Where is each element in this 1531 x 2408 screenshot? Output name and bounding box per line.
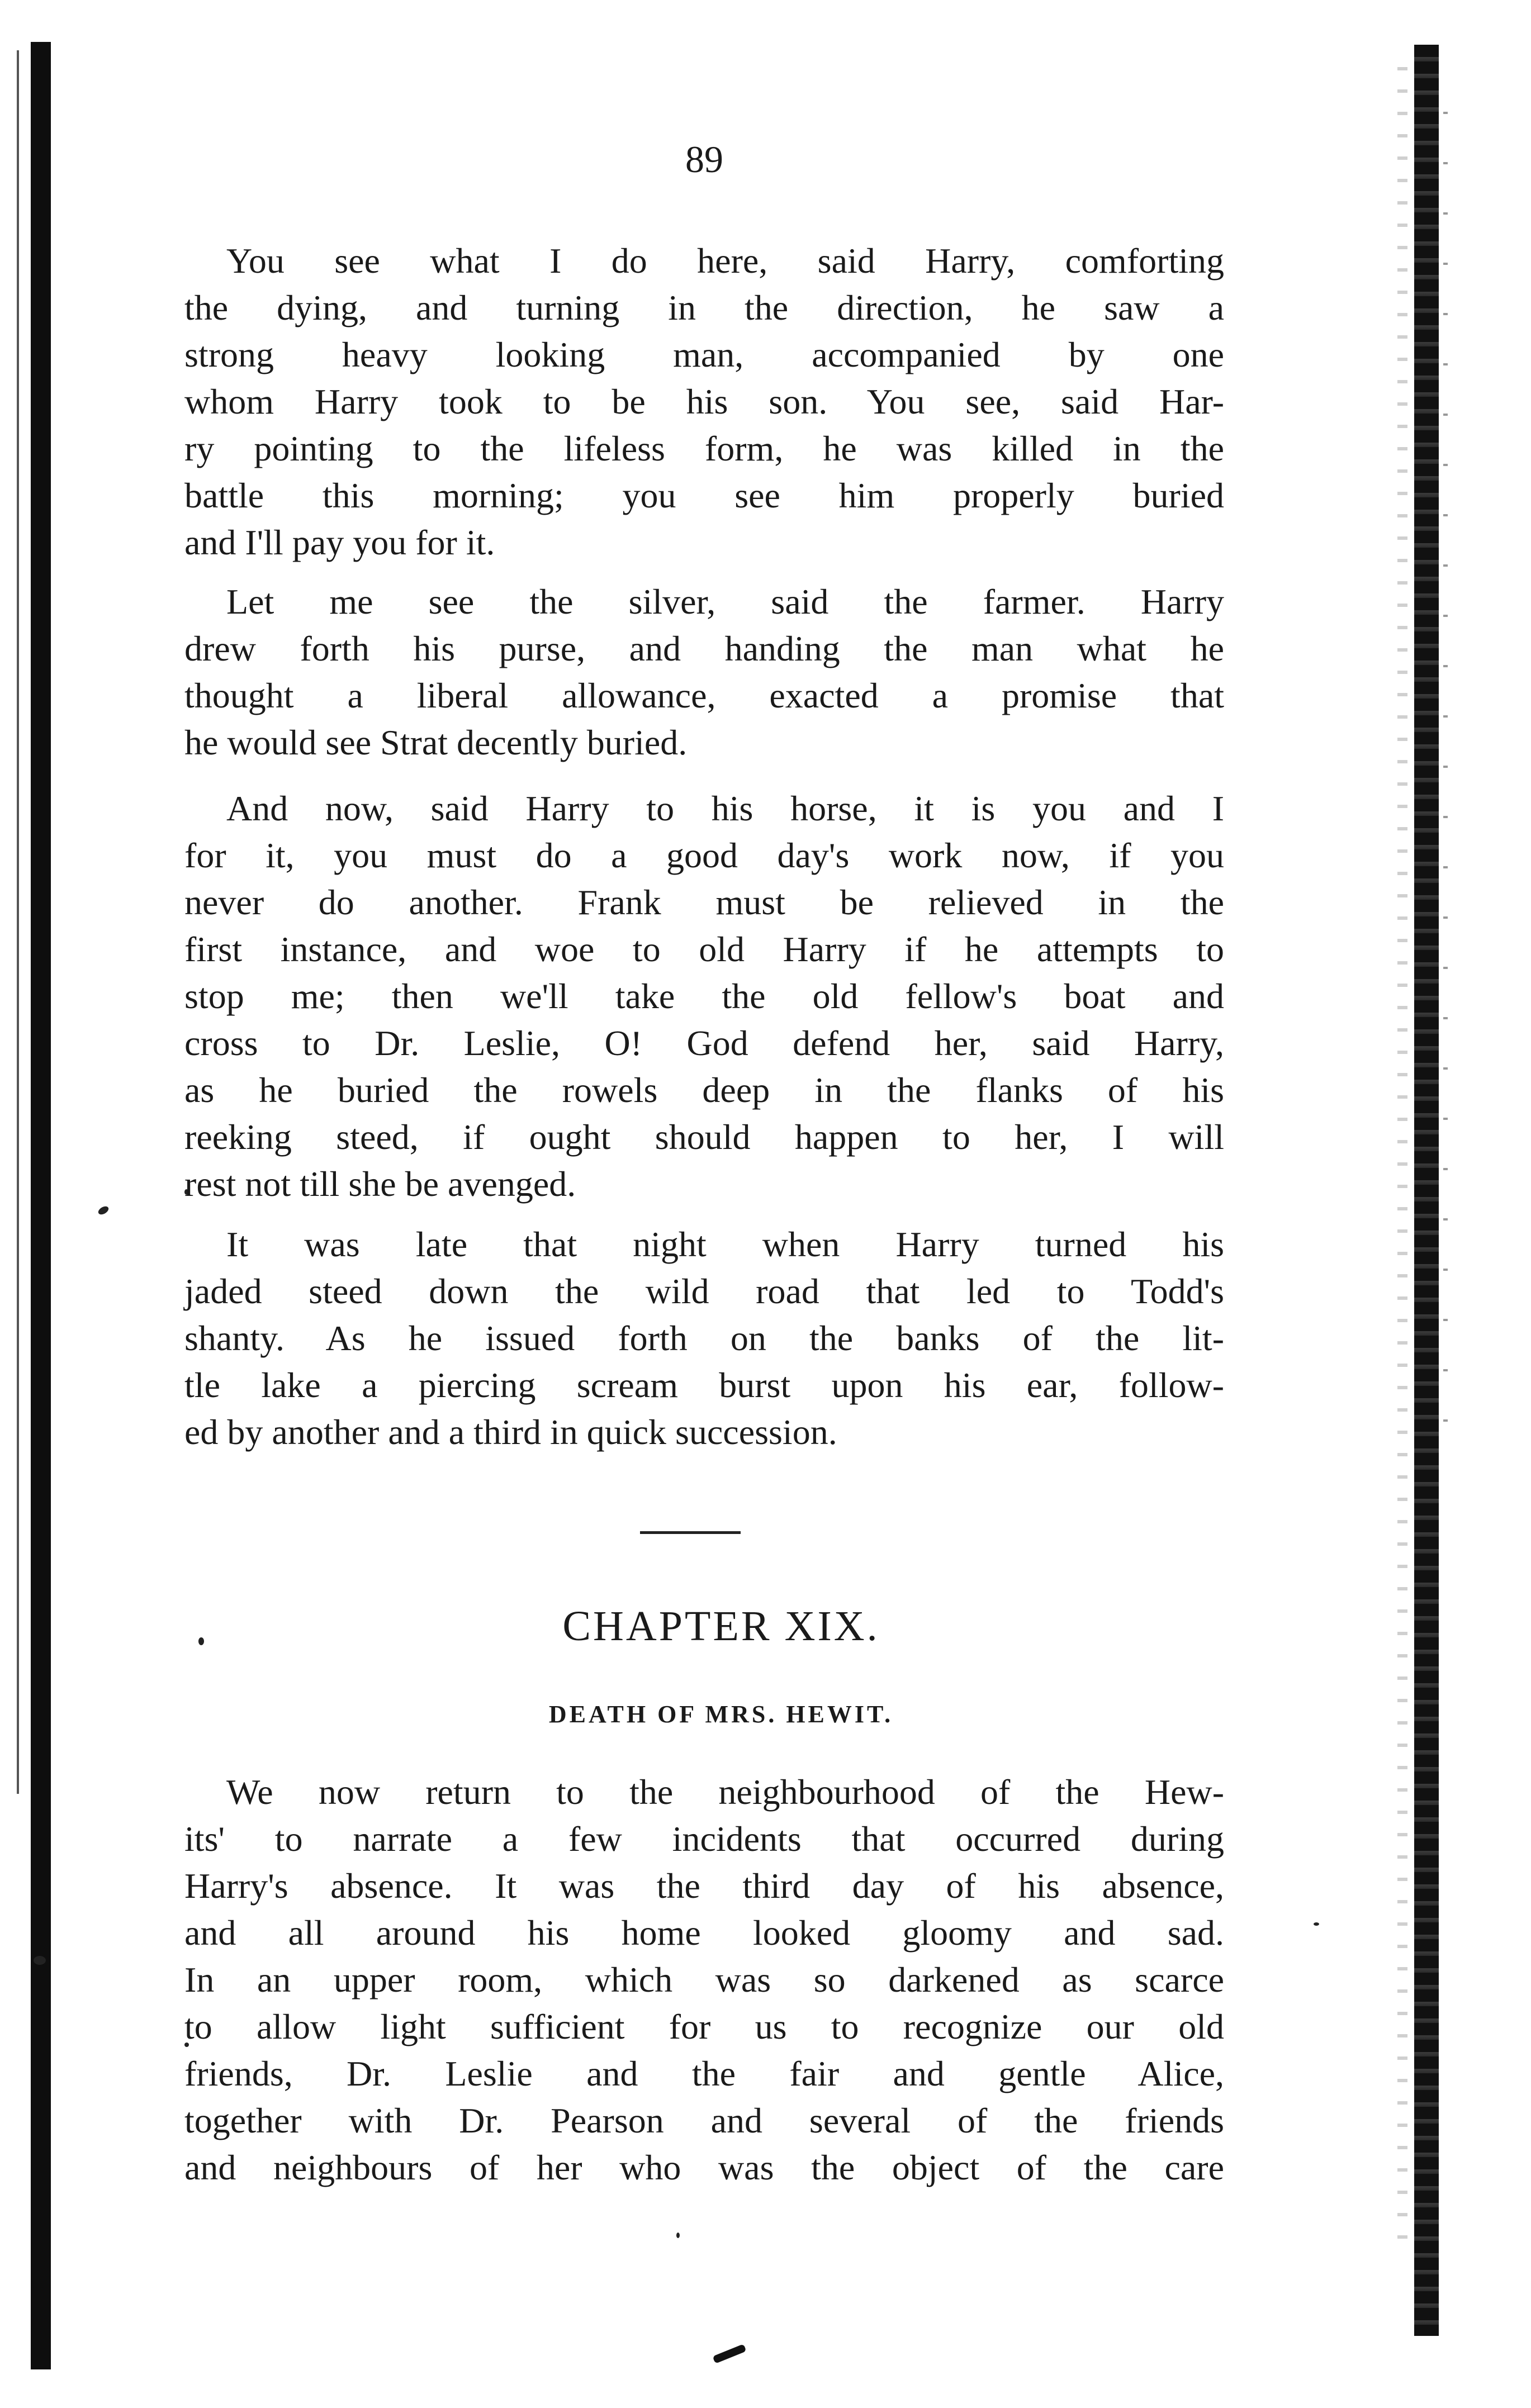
scan-edge-right xyxy=(1414,45,1439,2336)
scan-ink-mark xyxy=(713,2344,747,2363)
text-line: stop me; then we'll take the old fellow's boat and xyxy=(184,976,1224,1016)
text-line: battle this morning; you see him properly buried xyxy=(184,476,1224,515)
chapter-heading: CHAPTER XIX. xyxy=(562,1603,880,1650)
text-line: Let me see the silver, said the farmer. Harry xyxy=(226,582,1224,621)
text-line: and I'll pay you for it. xyxy=(184,523,495,562)
text-line: And now, said Harry to his horse, it is you and I xyxy=(226,789,1224,828)
text-line: and all around his home looked gloomy and sad. xyxy=(184,1913,1224,1953)
paragraph-1 xyxy=(184,238,1224,566)
text-line: friends, Dr. Leslie and the fair and gentle Alice, xyxy=(184,2054,1224,2093)
text-line: thought a liberal allowance, exacted a promise that xyxy=(184,676,1224,715)
text-line: jaded steed down the wild road that led to Todd's xyxy=(184,1271,1224,1311)
scan-speck xyxy=(676,2233,680,2238)
scan-speck xyxy=(1314,1922,1319,1926)
text-line: Harry's absence. It was the third day of his absence, xyxy=(184,1866,1224,1906)
text-line: tle lake a piercing scream burst upon his ear, follow- xyxy=(184,1365,1224,1405)
paragraph-2 xyxy=(184,578,1224,766)
text-line: ed by another and a third in quick succession. xyxy=(184,1412,837,1452)
scan-edge-right-dots xyxy=(1443,112,1448,1453)
text-line: and neighbours of her who was the object of the care xyxy=(184,2148,1224,2187)
text-line: he would see Strat decently buried. xyxy=(184,723,688,762)
scan-speck xyxy=(34,1956,46,1965)
text-line: for it, you must do a good day's work now, if you xyxy=(184,835,1224,875)
scan-speck xyxy=(198,1637,204,1645)
paragraph-3 xyxy=(184,785,1224,1208)
text-line: strong heavy looking man, accompanied by one xyxy=(184,335,1224,374)
text-line: as he buried the rowels deep in the flanks of his xyxy=(184,1070,1224,1110)
text-line: the dying, and turning in the direction, he saw a xyxy=(184,288,1224,327)
text-line: We now return to the neighbourhood of the Hew- xyxy=(226,1772,1224,1812)
text-line: first instance, and woe to old Harry if he attempts to xyxy=(184,929,1224,969)
page-number: 89 xyxy=(685,138,723,181)
text-line: reeking steed, if ought should happen to her, I will xyxy=(184,1117,1224,1157)
scan-edge-left-thin xyxy=(17,50,19,1794)
text-line: You see what I do here, said Harry, comforting xyxy=(226,241,1224,281)
chapter-paragraph xyxy=(184,1769,1224,2191)
chapter-subtitle: DEATH OF MRS. HEWIT. xyxy=(548,1701,894,1728)
text-line: to allow light sufficient for us to recognize our old xyxy=(184,2007,1224,2046)
text-line: cross to Dr. Leslie, O! God defend her, said Harry, xyxy=(184,1023,1224,1063)
section-divider-rule xyxy=(640,1531,741,1534)
text-line: In an upper room, which was so darkened as scarce xyxy=(184,1960,1224,1999)
text-line: shanty. As he issued forth on the banks of the lit- xyxy=(184,1318,1224,1358)
text-line: its' to narrate a few incidents that occurred during xyxy=(184,1819,1224,1859)
text-line: whom Harry took to be his son. You see, said Har- xyxy=(184,382,1224,421)
text-line: rest not till she be avenged. xyxy=(184,1164,576,1204)
scan-edge-right-inner xyxy=(1397,67,1407,2246)
text-line: ry pointing to the lifeless form, he was killed in the xyxy=(184,429,1224,468)
text-line: together with Dr. Pearson and several of the friends xyxy=(184,2101,1224,2140)
scan-speck xyxy=(97,1205,110,1216)
text-line: never do another. Frank must be relieved in the xyxy=(184,882,1224,922)
text-line: It was late that night when Harry turned his xyxy=(226,1224,1224,1264)
scan-edge-left xyxy=(31,42,51,2369)
paragraph-4 xyxy=(184,1221,1224,1456)
text-line: drew forth his purse, and handing the man what he xyxy=(184,629,1224,668)
